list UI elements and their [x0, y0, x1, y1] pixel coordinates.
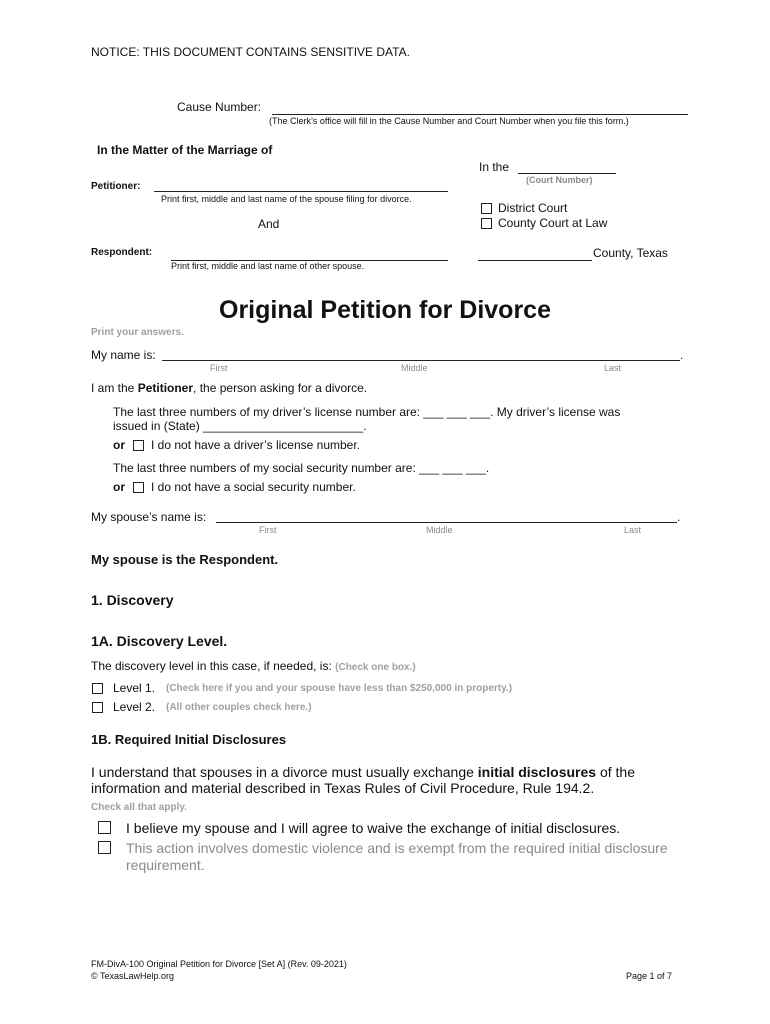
petitioner-note: Print first, middle and last name of the spouse filing for divorce.	[161, 194, 412, 204]
my-name-field[interactable]	[162, 360, 680, 361]
respondent-label: Respondent:	[91, 247, 153, 258]
cause-number-label: Cause Number:	[177, 100, 262, 114]
level-1-note: (Check here if you and your spouse have less than $250,000 in property.)	[166, 683, 513, 694]
spouse-name-field[interactable]	[216, 522, 677, 523]
document-title: Original Petition for Divorce	[219, 296, 551, 324]
sensitive-notice: NOTICE: THIS DOCUMENT CONTAINS SENSITIVE DATA.	[91, 45, 410, 59]
waive-disclosures-checkbox[interactable]	[98, 821, 111, 834]
in-the-label: In the	[479, 160, 510, 174]
county-texas-label: County, Texas	[593, 246, 668, 260]
middle-label: Middle	[401, 363, 428, 373]
respondent-heading: My spouse is the Respondent.	[91, 552, 279, 567]
check-all-note: Check all that apply.	[91, 802, 187, 813]
petitioner-statement: I am the Petitioner, the person asking for a divorce.	[91, 381, 368, 395]
spouse-middle-label: Middle	[426, 525, 453, 535]
first-label: First	[210, 363, 228, 373]
no-license-label: I do not have a driver’s license number.	[151, 438, 361, 452]
disclosures-heading: 1B. Required Initial Disclosures	[91, 732, 287, 747]
court-number-label: (Court Number)	[526, 175, 593, 185]
footer-form-id: FM-DivA-100 Original Petition for Divorce [Set A] (Rev. 09-2021)	[91, 959, 347, 969]
spouse-name-label: My spouse’s name is:	[91, 510, 207, 524]
ssn-line: The last three numbers of my social security number are: ___ ___ ___.	[113, 461, 490, 475]
petitioner-label: Petitioner:	[91, 181, 141, 192]
discovery-level-heading: 1A. Discovery Level.	[91, 633, 228, 649]
clerk-note: (The Clerk’s office will fill in the Cause Number and Court Number when you file this form.)	[269, 116, 629, 126]
respondent-note: Print first, middle and last name of other spouse.	[171, 261, 365, 271]
spouse-first-label: First	[259, 525, 277, 535]
and-label: And	[258, 217, 280, 231]
level-1-checkbox[interactable]	[92, 683, 103, 694]
discovery-heading: 1. Discovery	[91, 592, 174, 608]
domestic-violence-checkbox[interactable]	[98, 841, 111, 854]
or-label: or	[113, 438, 125, 452]
footer-copyright: © TexasLawHelp.org	[91, 971, 175, 981]
no-ssn-label: I do not have a social security number.	[151, 480, 356, 494]
domestic-violence-label-line-2: requirement.	[126, 857, 205, 873]
spouse-last-label: Last	[624, 525, 642, 535]
domestic-violence-label-line-1: This action involves domestic violence and is exempt from the required initial disclosure	[126, 840, 668, 856]
disclosures-paragraph-line-1: I understand that spouses in a divorce must usually exchange initial disclosures of the	[91, 764, 635, 780]
level-2-label: Level 2.	[113, 700, 156, 714]
license-line-2: issued in (State) ________________________.	[113, 419, 367, 433]
my-name-label: My name is:	[91, 348, 156, 362]
disclosures-paragraph-line-2: information and material described in Texas Rules of Civil Procedure, Rule 194.2.	[91, 780, 595, 796]
district-court-checkbox[interactable]	[481, 203, 492, 214]
county-court-label: County Court at Law	[498, 216, 608, 230]
no-ssn-checkbox[interactable]	[133, 482, 144, 493]
petitioner-name-field[interactable]	[154, 191, 448, 192]
county-court-checkbox[interactable]	[481, 218, 492, 229]
district-court-label: District Court	[498, 201, 568, 215]
waive-disclosures-label: I believe my spouse and I will agree to waive the exchange of initial disclosures.	[126, 820, 621, 836]
cause-number-field[interactable]	[272, 114, 688, 115]
county-field[interactable]	[478, 260, 592, 261]
court-number-field[interactable]	[518, 173, 616, 174]
or-label: or	[113, 480, 125, 494]
license-line-1: The last three numbers of my driver’s license number are: ___ ___ ___. My driver’s license was	[113, 405, 621, 419]
page-number: Page 1 of 7	[626, 971, 673, 981]
discovery-level-intro: The discovery level in this case, if needed, is: (Check one box.)	[91, 659, 416, 673]
marriage-heading: In the Matter of the Marriage of	[97, 143, 273, 157]
level-1-label: Level 1.	[113, 681, 156, 695]
no-license-checkbox[interactable]	[133, 440, 144, 451]
level-2-note: (All other couples check here.)	[166, 702, 312, 713]
print-answers-note: Print your answers.	[91, 327, 184, 338]
level-2-checkbox[interactable]	[92, 702, 103, 713]
last-label: Last	[604, 363, 622, 373]
